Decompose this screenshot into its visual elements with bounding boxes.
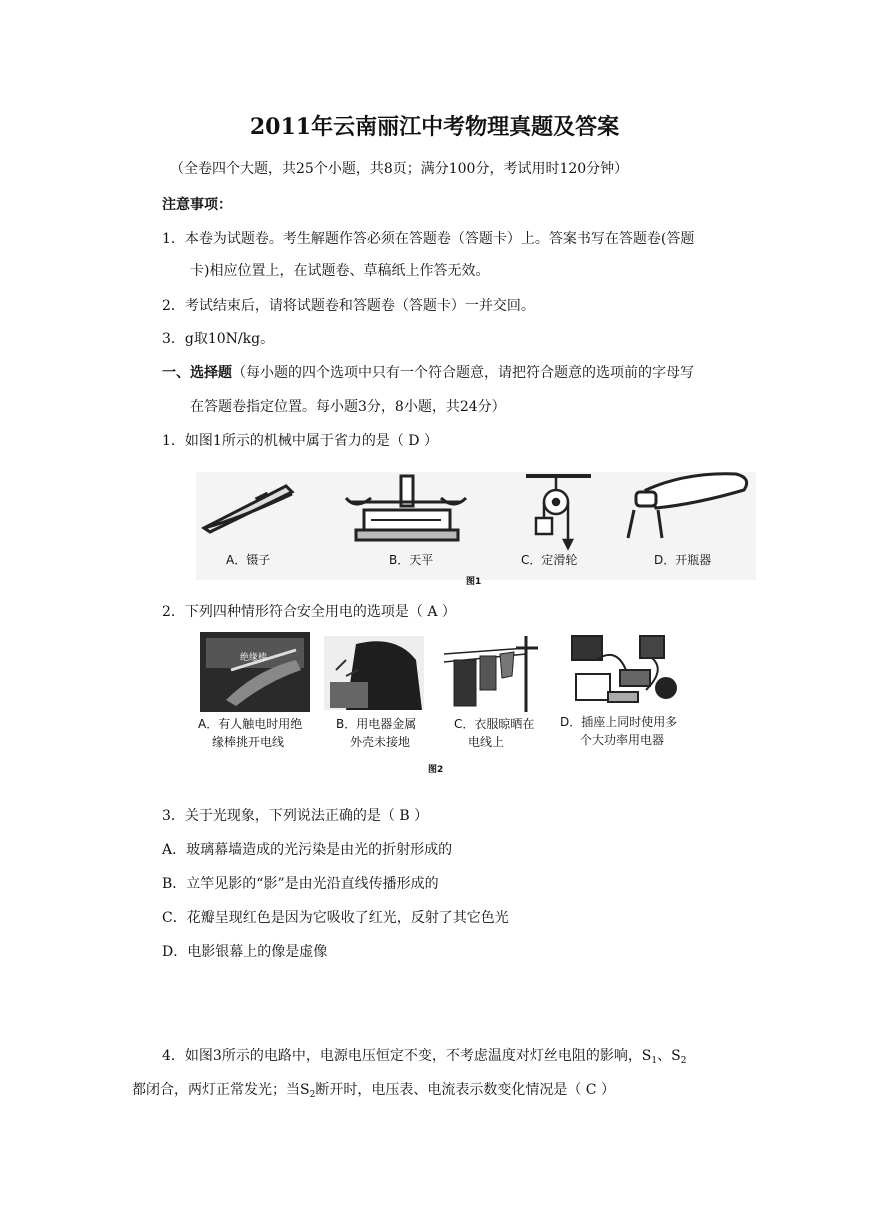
figure-2-label: 图2 <box>428 765 444 775</box>
figure-1-drawing <box>196 468 756 590</box>
exam-info: （全卷四个大题，共25个小题，共8页；满分100分，考试用时120分钟） <box>170 161 629 177</box>
question-4-text-sep: 、S <box>657 1048 681 1064</box>
overloaded-socket-icon <box>572 636 676 702</box>
notice-item-2: 2．考试结束后，请将试题卷和答题卷（答题卡）一并交回。 <box>162 298 535 314</box>
figure-2-option-b-line1: B．用电器金属 <box>336 717 417 731</box>
question-4-text-a: 4．如图3所示的电路中，电源电压恒定不变，不考虑温度对灯丝电阻的影响，S <box>162 1048 652 1064</box>
insulating-rod-rescue-icon <box>200 632 310 712</box>
figure-2-option-c-line2: 电线上 <box>468 735 505 749</box>
question-3-option-d: D．电影银幕上的像是虚像 <box>162 944 328 960</box>
s2-subscript-2: 2 <box>309 1090 316 1100</box>
question-3-option-a: A．玻璃幕墙造成的光污染是由光的折射形成的 <box>162 842 453 858</box>
question-4-text-c: 断开时，电压表、电流表示数变化情况是（ C ） <box>315 1082 615 1098</box>
clothes-on-wire-icon <box>444 636 538 712</box>
section-1-desc: （每小题的四个选项中只有一个符合题意，请把符合题意的选项前的字母写 <box>232 365 694 381</box>
page-title: 2011年云南丽江中考物理真题及答案 <box>249 114 620 140</box>
question-3-option-b: B．立竿见影的“影”是由光沿直线传播形成的 <box>162 876 439 892</box>
notice-item-3: 3．g取10N/kg。 <box>162 331 275 347</box>
question-2: 2．下列四种情形符合安全用电的选项是（ A ） <box>162 604 456 620</box>
question-4-text-b: 都闭合，两灯正常发光；当S <box>132 1082 310 1098</box>
section-1-desc-cont: 在答题卷指定位置。每小题3分，8小题，共24分） <box>190 399 506 415</box>
question-4-line-1 <box>162 1046 686 1071</box>
figure-1-option-b: B．天平 <box>389 553 434 567</box>
figure-2-drawing <box>196 630 716 775</box>
figure-2-option-a-line1: A．有人触电时用绝 <box>198 717 303 731</box>
insulating-rod-label: 绝缘棒 <box>240 653 268 663</box>
notice-item-1: 1．本卷为试题卷。考生解题作答必须在答题卷（答题卡）上。答案书写在答题卷(答题 <box>162 231 695 247</box>
figure-1-label: 图1 <box>466 577 482 587</box>
figure-2 <box>196 630 716 775</box>
question-4-line-2 <box>132 1080 615 1105</box>
s2-subscript: 2 <box>680 1056 687 1066</box>
figure-1-option-c: C．定滑轮 <box>521 553 578 567</box>
figure-1-option-d: D．开瓶器 <box>654 553 712 567</box>
question-3: 3．关于光现象，下列说法正确的是（ B ） <box>162 808 429 824</box>
section-1-heading-line <box>162 363 694 383</box>
figure-2-option-b-line2: 外壳未接地 <box>350 735 411 749</box>
question-1: 1．如图1所示的机械中属于省力的是（ D ） <box>162 433 438 449</box>
notice-heading: 注意事项： <box>162 197 232 213</box>
ungrounded-appliance-icon <box>324 636 424 710</box>
section-1-heading: 一、选择题 <box>162 365 232 381</box>
figure-1 <box>196 468 756 590</box>
notice-item-1-cont: 卡)相应位置上，在试题卷、草稿纸上作答无效。 <box>190 263 490 279</box>
figure-2-option-a-line2: 缘棒挑开电线 <box>212 735 285 749</box>
s1-subscript: 1 <box>651 1056 658 1066</box>
figure-2-option-d-line2: 个大功率用电器 <box>580 733 665 747</box>
figure-2-option-c-line1: C．衣服晾晒在 <box>454 717 535 731</box>
figure-1-option-a: A．镊子 <box>226 553 271 567</box>
figure-2-option-d-line1: D．插座上同时使用多 <box>560 715 678 729</box>
question-3-option-c: C．花瓣呈现红色是因为它吸收了红光，反射了其它色光 <box>162 910 509 926</box>
